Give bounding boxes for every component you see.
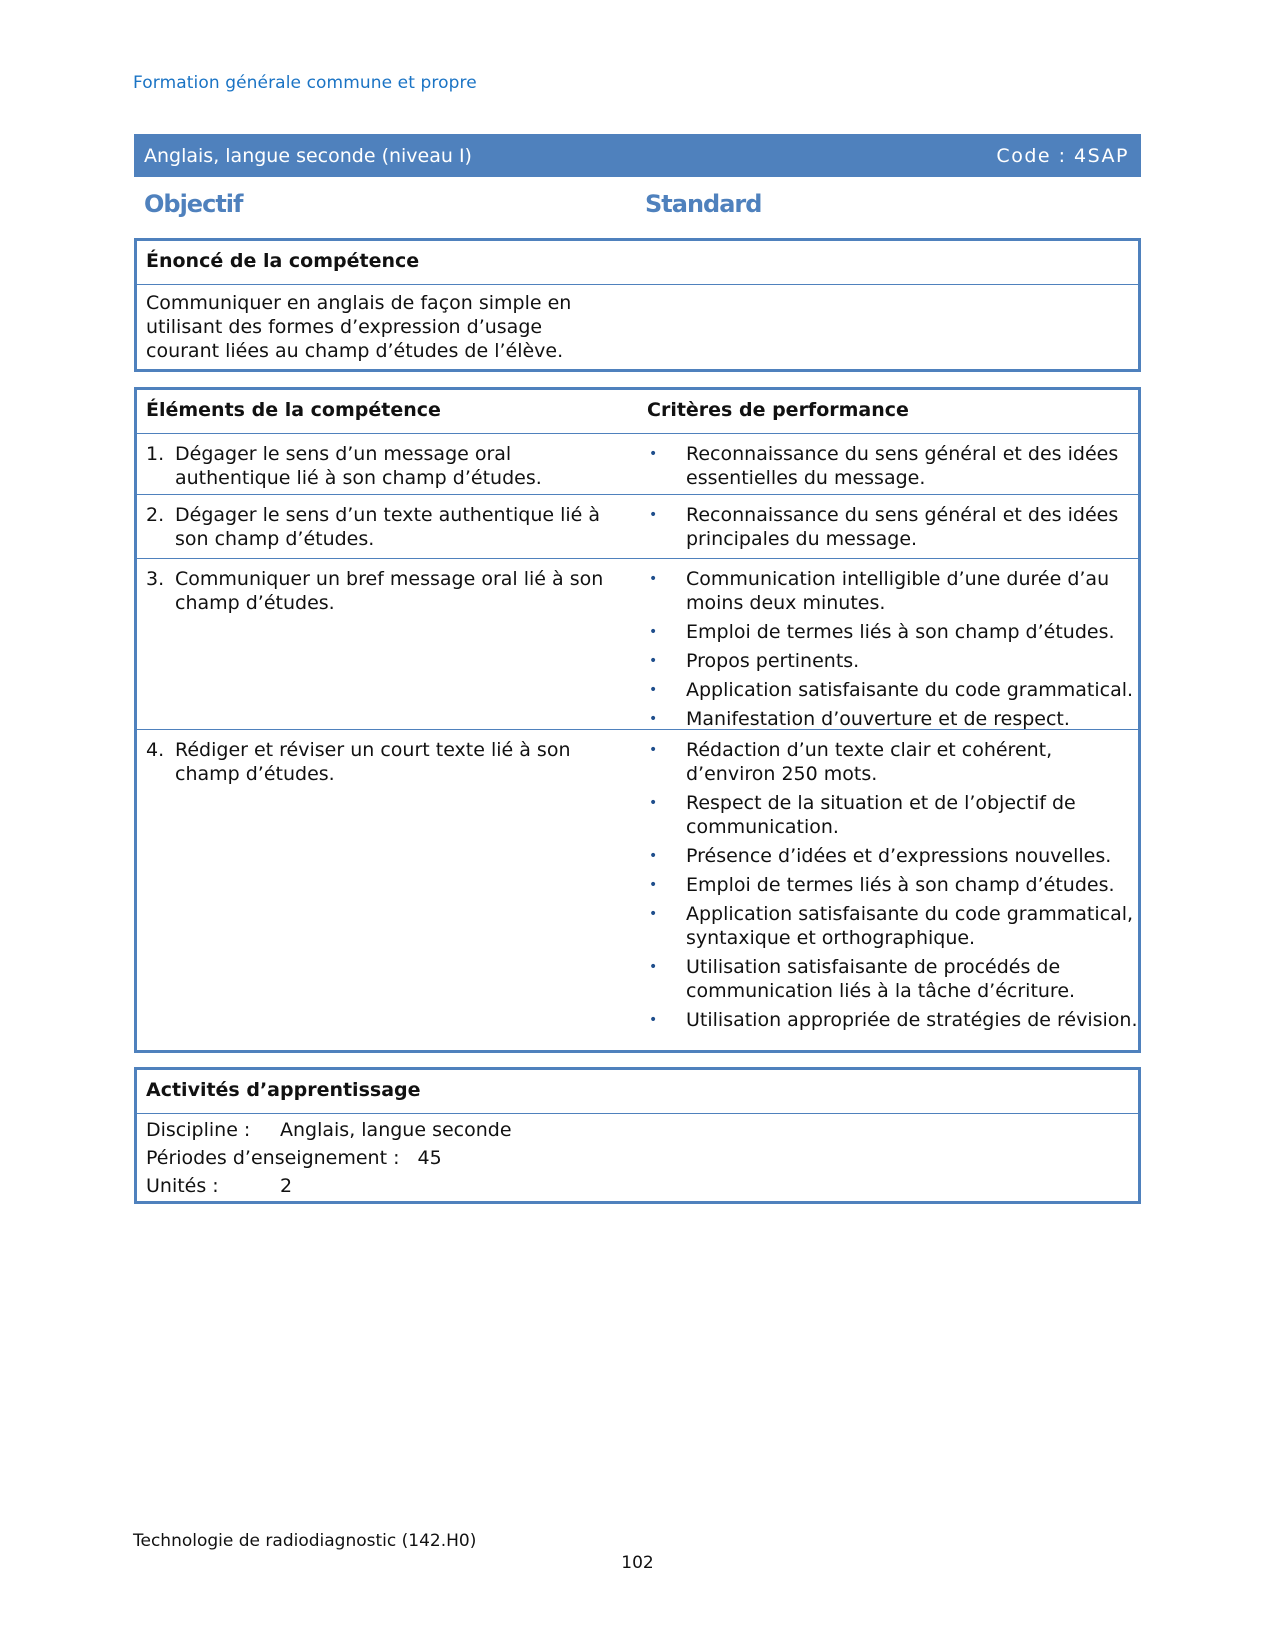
element-number: 2. [146, 504, 165, 526]
enonce-box [134, 238, 1141, 372]
bullet-icon: • [649, 507, 658, 523]
criterion-item: • Présence d’idées et d’expressions nouvelles. [649, 845, 1112, 867]
criterion-item: • Respect de la situation et de l’objectif de communication. [649, 792, 1076, 838]
enonce-text: Communiquer en anglais de façon simple en utilisant des formes d’expression d’usage courant liées au champ d’études de l’élève. [146, 292, 572, 362]
discipline-label: Discipline : [146, 1119, 251, 1141]
discipline-field [146, 1116, 1129, 1144]
bullet-icon: • [649, 682, 658, 698]
unites-label: Unités : [146, 1175, 219, 1197]
enonce-heading: Énoncé de la compétence [137, 241, 1138, 285]
heading-standard: Standard [645, 190, 762, 218]
bullet-icon: • [649, 624, 658, 640]
heading-objectif: Objectif [144, 190, 243, 218]
activites-heading: Activités d’apprentissage [137, 1070, 1138, 1114]
elements-heading: Éléments de la compétence [146, 399, 441, 421]
criterion-item: • Emploi de termes liés à son champ d’études. [649, 621, 1115, 643]
criterion-item: • Manifestation d’ouverture et de respect. [649, 708, 1070, 730]
discipline-value: Anglais, langue seconde [280, 1119, 512, 1141]
element-text: Communiquer un bref message oral lié à son champ d’études. [175, 568, 604, 614]
periodes-label: Périodes d’enseignement : [146, 1147, 400, 1169]
running-head: Formation générale commune et propre [133, 73, 477, 93]
element-number: 4. [146, 739, 165, 761]
footer-program: Technologie de radiodiagnostic (142.H0) [133, 1531, 477, 1551]
criterion-item: • Utilisation appropriée de stratégies de révision. [649, 1009, 1138, 1031]
element-number: 3. [146, 568, 165, 590]
table-row [137, 495, 1138, 559]
element-number: 1. [146, 443, 165, 465]
elements-table-header [137, 390, 1138, 434]
bullet-icon: • [649, 795, 658, 811]
course-title-bar [134, 134, 1141, 177]
criterion-item: • Reconnaissance du sens général et des idées essentielles du message. [649, 443, 1119, 489]
bullet-icon: • [649, 1012, 658, 1028]
page-number: 102 [621, 1553, 654, 1573]
table-row [137, 730, 1138, 1050]
criterion-item: • Communication intelligible d’une durée d’au moins deux minutes. [649, 568, 1110, 614]
table-row [137, 559, 1138, 730]
periodes-field [146, 1144, 1129, 1172]
criterion-item: • Rédaction d’un texte clair et cohérent, d’environ 250 mots. [649, 739, 1053, 785]
bullet-icon: • [649, 906, 658, 922]
element-text: Dégager le sens d’un message oral authentique lié à son champ d’études. [175, 443, 542, 489]
bullet-icon: • [649, 959, 658, 975]
bullet-icon: • [649, 742, 658, 758]
element-text: Rédiger et réviser un court texte lié à son champ d’études. [175, 739, 571, 785]
criterion-item: • Propos pertinents. [649, 650, 860, 672]
criterion-item: • Application satisfaisante du code grammatical. [649, 679, 1134, 701]
criterion-item: • Application satisfaisante du code grammatical, syntaxique et orthographique. [649, 903, 1134, 949]
criterion-item: • Emploi de termes liés à son champ d’études. [649, 874, 1115, 896]
activites-box [134, 1067, 1141, 1204]
criterion-item: • Utilisation satisfaisante de procédés de communication liés à la tâche d’écriture. [649, 956, 1076, 1002]
course-title: Anglais, langue seconde (niveau I) [144, 144, 472, 167]
bullet-icon: • [649, 571, 658, 587]
bullet-icon: • [649, 877, 658, 893]
criterion-item: • Reconnaissance du sens général et des idées principales du message. [649, 504, 1119, 550]
elements-table [134, 387, 1141, 1053]
table-row [137, 434, 1138, 495]
bullet-icon: • [649, 711, 658, 727]
criteria-heading: Critères de performance [647, 399, 909, 421]
unites-value: 2 [280, 1175, 293, 1197]
periodes-value: 45 [417, 1147, 442, 1169]
bullet-icon: • [649, 653, 658, 669]
course-code: Code : 4SAP [996, 144, 1129, 167]
bullet-icon: • [649, 446, 658, 462]
unites-field [146, 1172, 1129, 1200]
bullet-icon: • [649, 848, 658, 864]
element-text: Dégager le sens d’un texte authentique lié à son champ d’études. [175, 504, 601, 550]
